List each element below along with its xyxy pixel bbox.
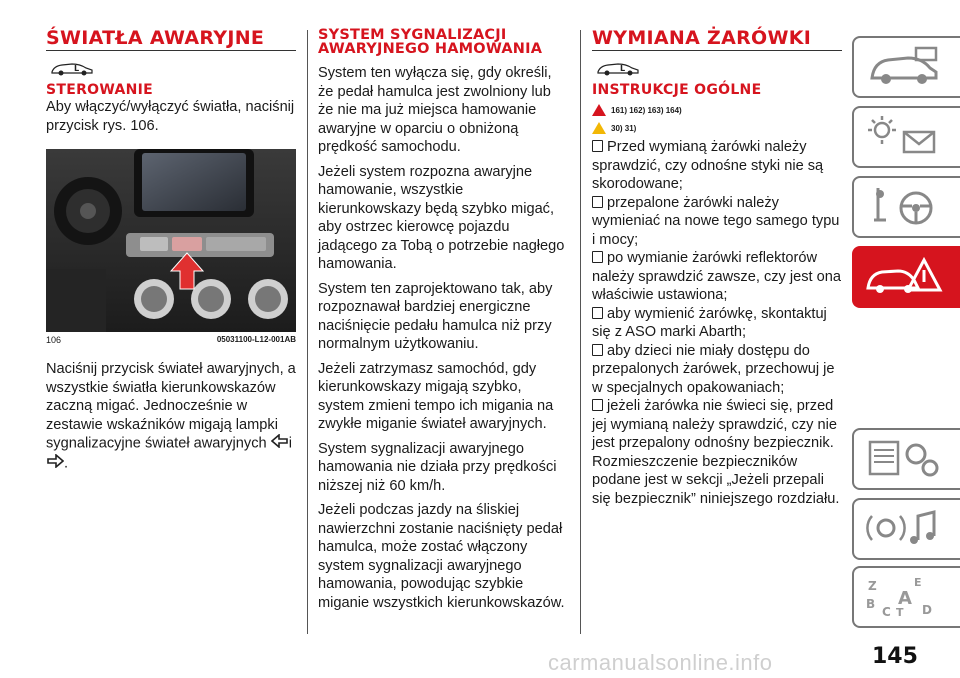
title-rule xyxy=(46,50,296,51)
list-item: jeżeli żarówka nie świeci się, przed jej wymianą należy sprawdzić, czy nie jest przepalony odnośny bezpiecznik. xyxy=(592,398,837,451)
paragraph-end: . xyxy=(64,455,69,472)
caution-triangle-icon xyxy=(592,122,606,134)
checkbox-bullet-icon xyxy=(592,251,603,263)
column-divider xyxy=(307,30,308,634)
warning-lights-icon xyxy=(864,114,944,158)
paragraph: System sygnalizacji awaryjnego hamowania nie działa przy prędkości niższej niż 60 km/h. xyxy=(318,440,557,494)
paragraph: System ten zaprojektowano tak, aby rozpoznawał bardziej energiczne naciśnięcie pedału hamulca niż przy normalnym użytkowaniu. xyxy=(318,280,553,352)
title-rule xyxy=(592,50,842,51)
figure-code: 05031100-L12-001AB xyxy=(216,335,296,344)
checkbox-bullet-icon xyxy=(592,307,603,319)
car-overview-icon xyxy=(864,44,944,88)
figure-caption xyxy=(46,334,296,346)
paragraph: Aby włączyć/wyłączyć światła, naciśnij przycisk rys. 106. xyxy=(46,99,295,134)
paragraph: Jeżeli zatrzymasz samochód, gdy kierunkowskazy migają szybko, system zmieni tempo ich migania na zwykłe miganie świateł awaryjnych. xyxy=(318,360,554,432)
paragraph-text: Naciśnij przycisk świateł awaryjnych, a wszystkie światła kierunkowskazów zaczną migać. Jednocześnie w zestawie wskaźników migają lampki sygnalizacyjne świateł awaryjnych xyxy=(46,361,296,452)
section-title-bulb-replacement: WYMIANA ŻARÓWKI xyxy=(592,27,812,49)
paragraph: Rozmieszczenie bezpieczników podane jest w sekcji „Jeżeli przepali się bezpiecznik” niniejszego rozdziału. xyxy=(592,453,840,507)
section-title-emergency-braking: SYSTEM SYGNALIZACJI AWARYJNEGO HAMOWANIA xyxy=(318,27,543,57)
column-bulb-replacement xyxy=(592,28,842,508)
list-item: przepalone żarówki należy wymieniać na nowe tego samego typu i mocy; xyxy=(592,194,840,248)
checkbox-bullet-icon xyxy=(592,399,603,411)
paragraph xyxy=(46,360,296,473)
subtitle-control: STEROWANIE xyxy=(46,82,154,98)
paragraph: Jeżeli system rozpozna awaryjne hamowanie, wszystkie kierunkowskazy będą szybko migać, aby ostrzec kierowcę pojazdu jadącego za Tobą o potrzebie nagłego hamowania. xyxy=(318,163,565,272)
hazard-breakdown-icon xyxy=(864,254,944,298)
checkbox-bullet-icon xyxy=(592,196,603,208)
checkbox-bullet-icon xyxy=(592,344,603,356)
list-item: po wymianie żarówki reflektorów należy sprawdzić zawsze, czy jest ona właściwie ustawiona; xyxy=(592,250,842,303)
section-title-hazard-lights: ŚWIATŁA AWARYJNE xyxy=(46,27,265,49)
multimedia-icon xyxy=(864,506,944,550)
index-letter: T xyxy=(896,606,904,618)
svg-text:L: L xyxy=(74,64,80,73)
caution-references: 30) 31) xyxy=(611,123,637,133)
svg-text:L: L xyxy=(620,64,626,73)
tab-warning-lights[interactable] xyxy=(852,106,960,168)
tab-index[interactable] xyxy=(852,566,960,628)
tab-safety[interactable] xyxy=(852,176,960,238)
right-turn-indicator-icon xyxy=(46,454,64,474)
list-item: Przed wymianą żarówki należy sprawdzić, czy odnośne styki nie są skorodowane; xyxy=(592,139,824,192)
tab-car-overview[interactable] xyxy=(852,36,960,98)
danger-references: 161) 162) 163) 164) xyxy=(611,105,682,115)
figure-number: 106 xyxy=(46,335,62,345)
index-letter: E xyxy=(914,576,922,589)
watermark: carmanualsonline.info xyxy=(548,650,773,675)
paragraph: System ten wyłącza się, gdy określi, że pedał hamulca jest zwolniony lub że nie ma już miejsca hamowanie awaryjne w oparciu o obniżoną prędkość samochodu. xyxy=(318,65,552,155)
paragraph-connector: i xyxy=(288,435,292,452)
index-letter: B xyxy=(866,597,876,611)
paragraph: Jeżeli podczas jazdy na śliskiej nawierzchni zostanie naciśnięty pedał hamulca, może zostać włączony system sygnalizacji awaryjnego hamowania, powodując szybkie miganie wszystkich kierunkowskazów. xyxy=(318,502,565,611)
car-model-icon xyxy=(596,59,640,77)
index-letters-icon xyxy=(864,574,944,618)
index-letter: C xyxy=(882,605,891,618)
column-hazard-lights xyxy=(46,28,296,479)
index-letter: D xyxy=(922,603,932,617)
page-number: 145 xyxy=(872,644,918,669)
tab-emergency[interactable] xyxy=(852,246,960,308)
left-turn-indicator-icon xyxy=(271,434,289,454)
tab-maintenance[interactable] xyxy=(852,428,960,490)
maintenance-gears-icon xyxy=(864,436,944,480)
danger-triangle-icon xyxy=(592,104,606,116)
list-item: aby dzieci nie miały dostępu do przepalonych żarówek, przechowuj je w specjalnych opakowaniach; xyxy=(592,342,835,396)
index-letter: A xyxy=(898,588,912,609)
figure-dashboard-photo xyxy=(46,149,296,332)
column-divider xyxy=(580,30,581,634)
checkbox-bullet-icon xyxy=(592,140,603,152)
caution-reference-row xyxy=(592,122,842,134)
danger-reference-row xyxy=(592,104,842,116)
seat-belt-steering-icon xyxy=(864,184,944,228)
list-item: aby wymienić żarówkę, skontaktuj się z ASO marki Abarth; xyxy=(592,305,827,340)
index-letter: Z xyxy=(868,579,877,593)
column-emergency-brake-signal xyxy=(318,28,570,618)
car-model-icon xyxy=(50,59,94,77)
subtitle-general-instructions: INSTRUKCJE OGÓLNE xyxy=(592,82,762,98)
tab-multimedia[interactable] xyxy=(852,498,960,560)
